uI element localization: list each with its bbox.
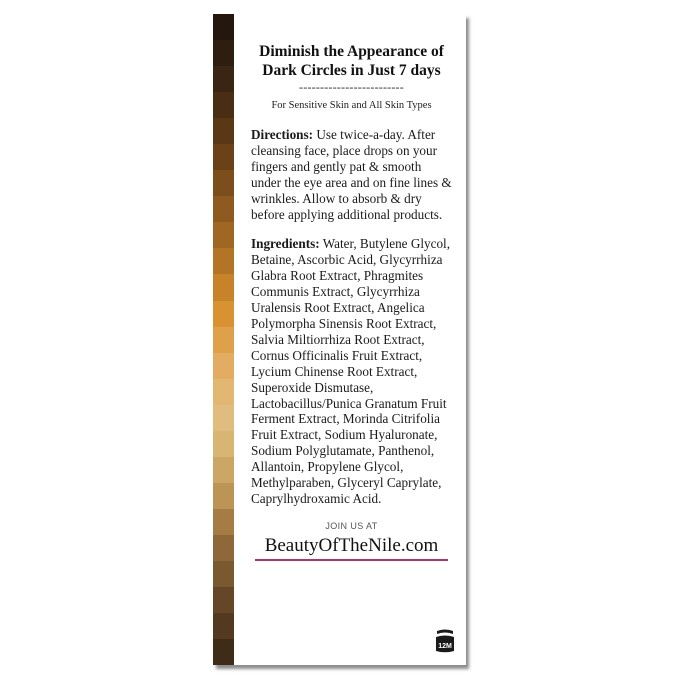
swatch-20 (213, 509, 234, 535)
open-jar-icon (434, 629, 456, 653)
swatch-17 (213, 431, 234, 457)
headline-line-2: Dark Circles in Just 7 days (262, 62, 441, 79)
swatch-4 (213, 92, 234, 118)
swatch-25 (213, 639, 234, 665)
swatch-23 (213, 587, 234, 613)
swatch-5 (213, 118, 234, 144)
website-link[interactable]: BeautyOfTheNile.com (264, 534, 439, 556)
swatch-6 (213, 144, 234, 170)
pao-label: 12M (438, 643, 452, 650)
swatch-19 (213, 483, 234, 509)
swatch-8 (213, 196, 234, 222)
dashed-divider: ------------------------- (299, 80, 404, 94)
swatch-9 (213, 222, 234, 248)
swatch-18 (213, 457, 234, 483)
swatch-2 (213, 40, 234, 66)
product-box-panel (213, 14, 466, 665)
skin-types-note: For Sensitive Skin and All Skin Types (271, 100, 432, 111)
swatch-10 (213, 248, 234, 274)
swatch-24 (213, 613, 234, 639)
ingredients-label: Ingredients: (251, 236, 320, 252)
swatch-13 (213, 327, 234, 353)
swatch-11 (213, 274, 234, 300)
swatch-21 (213, 535, 234, 561)
swatch-14 (213, 353, 234, 379)
swatch-22 (213, 561, 234, 587)
join-us-label: JOIN US AT (325, 520, 378, 531)
ingredients-text: Water, Butylene Glycol, Betaine, Ascorbic Acid, Glycyrrhiza Glabra Root Extract, Phragmites Communis Extract, Glycyrrhiza Uralensis Root Extract, Angelica Polymorpha Sinensis Root Extract, Salvia Miltiorrhiza Root Extract, Cornus Officinalis Fruit Extract, Lycium Chinense Root Extract, Superoxide Dismutase, Lactobacillus/Punica Granatum Fruit Ferment Extract, Morinda Citrifolia Fruit Extract, Sodium Hyaluronate, Sodium Polyglutamate, Panthenol, Allantoin, Propylene Glycol, Methylparaben, Glyceryl Caprylate, Caprylhydroxamic Acid. (251, 236, 451, 506)
website-underline (255, 559, 448, 561)
directions-label: Directions: (251, 127, 314, 142)
swatch-15 (213, 379, 234, 405)
swatch-3 (213, 66, 234, 92)
skin-tone-swatch-strip (213, 14, 234, 665)
swatch-1 (213, 14, 234, 40)
panel-content (234, 14, 466, 665)
directions-paragraph (251, 127, 452, 222)
ingredients-paragraph (251, 236, 452, 506)
headline (251, 42, 452, 80)
swatch-7 (213, 170, 234, 196)
swatch-12 (213, 301, 234, 327)
directions-text: Use twice-a-day. After cleansing face, place drops on your fingers and gently pat & smooth under the eye area and on fine lines & wrinkles. Allow to absorb & dry before applying additional products. (251, 127, 452, 222)
headline-line-1: Diminish the Appearance of (259, 43, 444, 60)
swatch-16 (213, 405, 234, 431)
